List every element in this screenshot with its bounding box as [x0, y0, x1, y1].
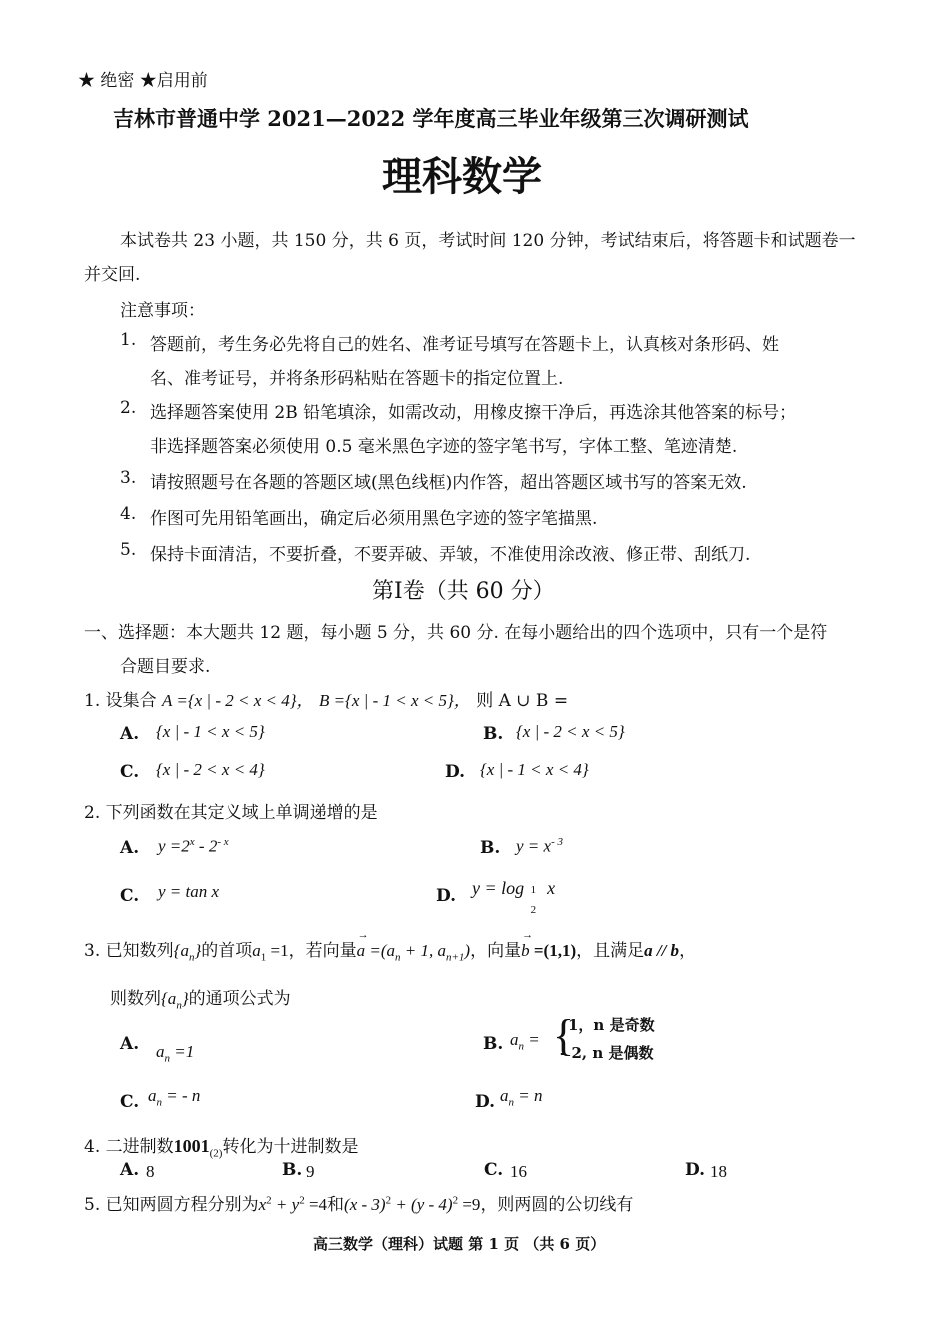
- question-3-line-2: 则数列$\{a_n\}$的通项公式为: [110, 989, 291, 1012]
- question-5-stem: 5. 已知两圆方程分别为$x^2 + y^2 =4$和(x - 3)$^2$ + (y - 4)$^2$ =9，则两圆的公切线有: [84, 1194, 634, 1215]
- notice-4-line-1: 作图可先用铅笔画出，确定后必须用黑色字迹的签字笔描黑.: [150, 509, 598, 529]
- q3-option-b-case-1: 1，n 是奇数: [568, 1016, 655, 1034]
- q2-option-a: $y =2^x - 2^{- x}$: [158, 836, 229, 856]
- q1-set-a: A ={x | - 2 < x < 4}，: [162, 691, 314, 710]
- confidential-mark: ★ 绝密 ★启用前: [78, 71, 208, 91]
- q3-option-b: $a_n$ =: [510, 1030, 540, 1053]
- q4-option-c-label: C.: [484, 1160, 504, 1180]
- notice-5-num: 5.: [120, 540, 137, 560]
- q1-ask: 则 A ∪ B =: [476, 691, 569, 711]
- q3-option-d-label: D.: [475, 1092, 496, 1112]
- notice-2-line-2: 非选择题答案必须使用 0.5 毫米黑色字迹的签字笔书写，字体工整、笔迹清楚.: [150, 437, 738, 457]
- q2-option-a-label: A.: [120, 838, 140, 858]
- q4-option-b: 9: [306, 1162, 315, 1181]
- notice-1-line-1: 答题前，考生务必先将自己的姓名、准考证号填写在答题卡上，认真核对条形码、姓: [150, 335, 779, 355]
- notice-title: 注意事项：: [120, 301, 205, 321]
- q2-option-c-label: C.: [120, 886, 140, 906]
- q1-set-b: B ={x | - 1 < x < 5}，: [318, 691, 471, 710]
- q1-option-a: {x | - 1 < x < 5}: [156, 722, 265, 741]
- q3-option-d: $a_n = n$: [500, 1086, 543, 1109]
- intro-line-2: 并交回.: [84, 265, 141, 285]
- q3-option-b-brace: {: [553, 1011, 575, 1060]
- notice-2-line-1: 选择题答案使用 2B 铅笔填涂，如需改动，用橡皮擦干净后，再选涂其他答案的标号；: [150, 403, 797, 423]
- q1-prefix: 1. 设集合: [84, 691, 157, 711]
- section-line-1: 一、选择题：本大题共 12 题，每小题 5 分，共 60 分. 在每小题给出的四个选项中，只有一个是符: [84, 623, 828, 643]
- q2-option-c: y = tan x: [158, 882, 220, 901]
- q2-option-b: $y = x^{- 3}$: [516, 836, 563, 856]
- notice-2-num: 2.: [120, 398, 137, 418]
- q3-option-c-label: C.: [120, 1092, 140, 1112]
- notice-3-num: 3.: [120, 468, 137, 488]
- q4-option-d: 18: [710, 1162, 727, 1181]
- q3-option-a: $a_n =1$: [156, 1042, 195, 1065]
- q1-option-d-label: D.: [445, 762, 466, 782]
- question-2-stem: 2. 下列函数在其定义域上单调递增的是: [84, 803, 378, 823]
- notice-3-line-1: 请按照题号在各题的答题区域(黑色线框)内作答，超出答题区域书写的答案无效.: [150, 473, 747, 493]
- q4-option-c: 16: [510, 1162, 527, 1181]
- q1-option-b: {x | - 2 < x < 5}: [516, 722, 625, 741]
- q2-option-d-label: D.: [436, 886, 457, 906]
- notice-1-num: 1.: [120, 330, 137, 350]
- q3-option-c: $a_n$ = - n: [148, 1086, 201, 1109]
- q1-option-c-label: C.: [120, 762, 140, 782]
- notice-5-line-1: 保持卡面清洁，不要折叠，不要弄破、弄皱，不准使用涂改液、修正带、刮纸刀.: [150, 545, 751, 565]
- q2-option-d: y = log 1 2 x: [472, 878, 556, 916]
- exam-title: 吉林市普通中学 2021—2022 学年度高三毕业年级第三次调研测试: [113, 106, 749, 131]
- section-line-2: 合题目要求.: [120, 657, 211, 677]
- intro-line-1: 本试卷共 23 小题，共 150 分，共 6 页，考试时间 120 分钟，考试结束后，将答题卡和试题卷一: [120, 231, 856, 251]
- notice-4-num: 4.: [120, 504, 137, 524]
- q1-option-d: {x | - 1 < x < 4}: [480, 760, 589, 779]
- question-3-stem: 3. 已知数列$\{a_n\}$的首项$a_1 =1$，若向量 → $a =(a_n + 1$, $a_{n+1}$)，向量 → b =(1,1)，且满足a // b，: [84, 929, 697, 964]
- question-1-stem: [84, 686, 568, 711]
- q1-option-b-label: B.: [483, 724, 504, 744]
- question-4-stem: 4. 二进制数$1001_{(2)}$转化为十进制数是: [84, 1136, 359, 1160]
- q4-option-a: 8: [146, 1162, 155, 1181]
- q3-option-a-label: A.: [120, 1034, 140, 1054]
- q1-option-c: {x | - 2 < x < 4}: [156, 760, 265, 779]
- q4-option-b-label: B.: [282, 1160, 303, 1180]
- part-title: 第Ⅰ卷（共 60 分）: [372, 579, 555, 604]
- q2-option-b-label: B.: [480, 838, 501, 858]
- notice-1-line-2: 名、准考证号，并将条形码粘贴在答题卡的指定位置上.: [150, 369, 564, 389]
- q4-option-a-label: A.: [120, 1160, 140, 1180]
- q3-option-b-label: B.: [483, 1034, 504, 1054]
- page-title: 理科数学: [382, 153, 542, 200]
- q3-option-b-case-2: - 2, n 是偶数: [560, 1044, 654, 1062]
- page-footer: 高三数学（理科）试题 第 1 页 （共 6 页）: [313, 1235, 606, 1253]
- q4-option-d-label: D.: [685, 1160, 706, 1180]
- q1-option-a-label: A.: [120, 724, 140, 744]
